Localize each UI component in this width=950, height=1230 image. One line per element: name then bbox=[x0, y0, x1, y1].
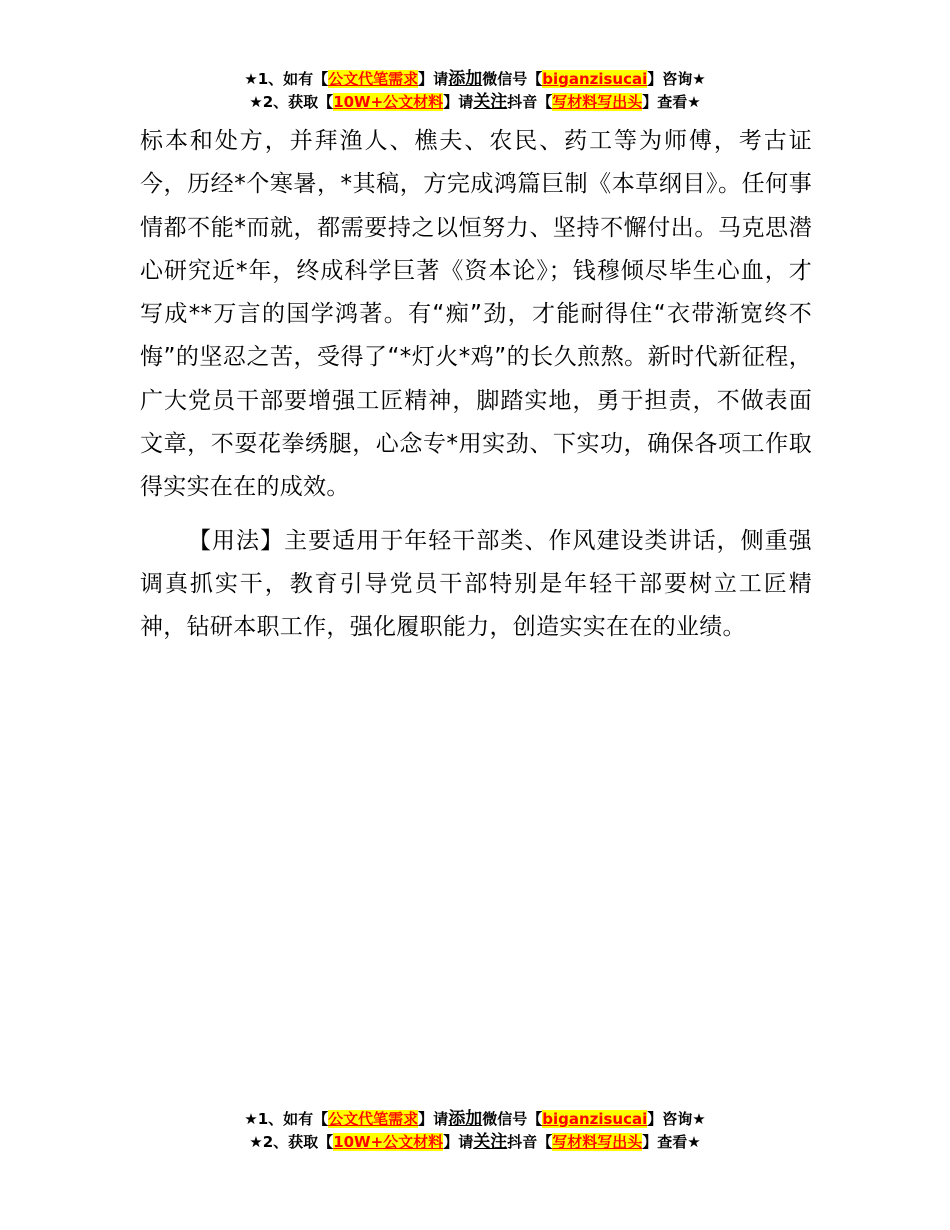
header-line-1-mid2: 微信号【 bbox=[482, 70, 543, 88]
follow-emphasis: 关注 bbox=[473, 1132, 508, 1152]
footer-line-1-mid2: 微信号【 bbox=[482, 1110, 543, 1128]
usage-paragraph: 【用法】主要适用于年轻干部类、作风建设类讲话，侧重强调真抓实干，教育引导党员干部特别是年轻干部要树立工匠精神，钻研本职工作，强化履职能力，创造实实在在的业绩。 bbox=[140, 527, 812, 641]
footer-line-1-mid: 】请 bbox=[418, 1110, 449, 1128]
footer-line-1 bbox=[0, 1108, 950, 1131]
header-line-1-suffix: 】咨询★ bbox=[647, 70, 706, 88]
materials-highlight: 10W+公文材料 bbox=[333, 93, 444, 111]
body-paragraph-1: 标本和处方，并拜渔人、樵夫、农民、药工等为师傅，考古证今，历经*个寒暑，*其稿，方完成鸿篇巨制《本草纲目》。任何事情都不能*而就，都需要持之以恒努力、坚持不懈付出。马克思潜心研究近*年，终成科学巨著《资本论》；钱穆倾尽毕生心血，才写成**万言的国学鸿著。有“痴”劲，才能耐得住“衣带渐宽终不悔”的坚忍之苦，受得了“*灯火*鸡”的长久煎熬。新时代新征程，广大党员干部要增强工匠精神，脚踏实地，勇于担责，不做表面文章，不耍花拳绣腿，心念专*用实劲、下实功，确保各项工作取得实实在在的成效。 bbox=[140, 128, 812, 501]
header-line-2-mid2: 抖音【 bbox=[507, 93, 553, 111]
document-body bbox=[140, 120, 812, 650]
douyin-account-highlight: 写材料写出头 bbox=[552, 93, 643, 111]
ghostwriting-service-highlight: 公文代笔需求 bbox=[328, 1110, 419, 1128]
footer-line-2 bbox=[0, 1131, 950, 1154]
wechat-id-highlight: biganzisucai bbox=[542, 1110, 648, 1128]
add-emphasis: 添加 bbox=[448, 69, 483, 89]
douyin-account-highlight: 写材料写出头 bbox=[552, 1133, 643, 1151]
footer-line-2-suffix: 】查看★ bbox=[642, 1133, 701, 1151]
footer-line-2-mid2: 抖音【 bbox=[507, 1133, 553, 1151]
footer-line-1-suffix: 】咨询★ bbox=[647, 1110, 706, 1128]
follow-emphasis: 关注 bbox=[473, 92, 508, 112]
header-line-2 bbox=[0, 91, 950, 114]
ghostwriting-service-highlight: 公文代笔需求 bbox=[328, 70, 419, 88]
materials-highlight: 10W+公文材料 bbox=[333, 1133, 444, 1151]
header-line-1-prefix: ★1、如有【 bbox=[244, 70, 329, 88]
footer-line-2-prefix: ★2、获取【 bbox=[249, 1133, 334, 1151]
header-line-1-mid: 】请 bbox=[418, 70, 449, 88]
header-line-2-prefix: ★2、获取【 bbox=[249, 93, 334, 111]
wechat-id-highlight: biganzisucai bbox=[542, 70, 648, 88]
header-line-2-suffix: 】查看★ bbox=[642, 93, 701, 111]
header-banner bbox=[0, 68, 950, 114]
header-line-1 bbox=[0, 68, 950, 91]
add-emphasis: 添加 bbox=[448, 1109, 483, 1129]
footer-banner bbox=[0, 1108, 950, 1154]
footer-line-2-mid: 】请 bbox=[443, 1133, 474, 1151]
footer-line-1-prefix: ★1、如有【 bbox=[244, 1110, 329, 1128]
header-line-2-mid: 】请 bbox=[443, 93, 474, 111]
